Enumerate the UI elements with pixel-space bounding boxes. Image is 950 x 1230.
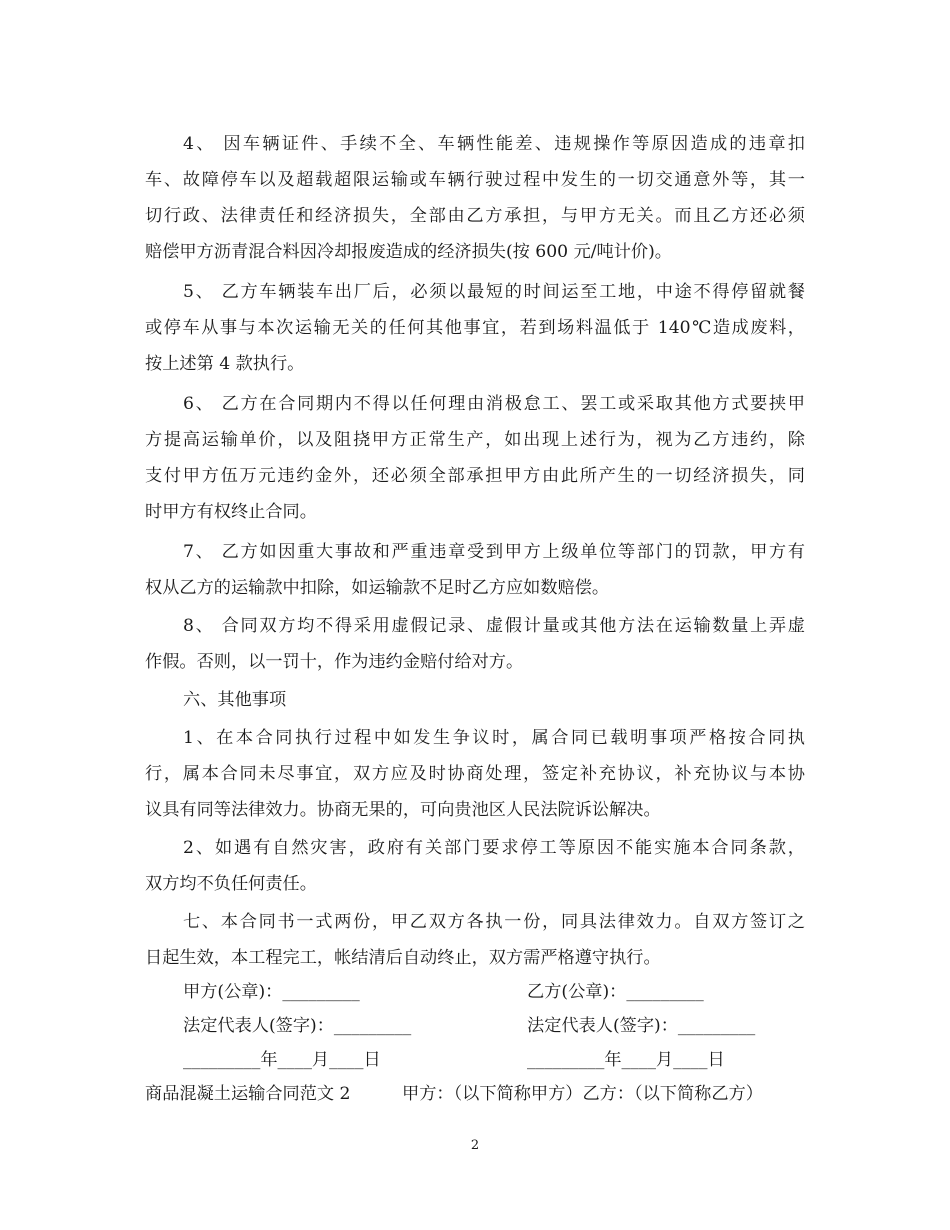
- text-line: 2、如遇有自然灾害，政府有关部门要求停工等原因不能实施本合同条款，: [183, 838, 805, 858]
- party-a-seal: 甲方(公章)：_________: [183, 982, 360, 1002]
- text-line: 车、故障停车以及超载超限运输或车辆行驶过程中发生的一切交通意外等，其一: [145, 170, 805, 190]
- text-line: 权从乙方的运输款中扣除，如运输款不足时乙方应如数赔偿。: [145, 578, 610, 598]
- text-line: 1、在本合同执行过程中如发生争议时，属合同已载明事项严格按合同执: [183, 728, 805, 748]
- text-line: 支付甲方伍万元违约金外，还必须全部承担甲方由此所产生的一切经济损失，同: [145, 466, 805, 486]
- text-line: 议具有同等法律效力。协商无果的，可向贵池区人民法院诉讼解决。: [145, 800, 661, 820]
- text-line: 6、 乙方在合同期内不得以任何理由消极怠工、罢工或采取其他方式要挟甲: [183, 394, 805, 414]
- text-line: 7、 乙方如因重大事故和严重违章受到甲方上级单位等部门的罚款，甲方有: [183, 542, 805, 562]
- next-document-title: 商品混凝土运输合同范文 2: [145, 1084, 351, 1104]
- section-heading: 六、其他事项: [183, 690, 287, 710]
- text-line: 双方均不负任何责任。: [145, 874, 317, 894]
- text-line: 8、 合同双方均不得采用虚假记录、虚假计量或其他方法在运输数量上弄虚: [183, 616, 805, 636]
- party-a-date: _________年____月____日: [183, 1050, 381, 1070]
- party-a-representative: 法定代表人(签字)：_________: [183, 1016, 412, 1036]
- text-line: 日起生效，本工程完工，帐结清后自动终止，双方需严格遵守执行。: [145, 948, 661, 968]
- text-line: 按上述第 4 款执行。: [145, 354, 305, 374]
- next-document-parties: 甲方：（以下简称甲方）乙方：（以下简称乙方）: [402, 1084, 763, 1104]
- text-line: 切行政、法律责任和经济损失，全部由乙方承担，与甲方无关。而且乙方还必须: [145, 206, 805, 226]
- text-line: 作假。否则，以一罚十，作为违约金赔付给对方。: [145, 652, 524, 672]
- text-line: 或停车从事与本次运输无关的任何其他事宜，若到场料温低于 140℃造成废料，: [145, 318, 805, 338]
- party-b-representative: 法定代表人(签字)：_________: [527, 1016, 756, 1036]
- text-line: 4、 因车辆证件、手续不全、车辆性能差、违规操作等原因造成的违章扣: [183, 134, 805, 154]
- text-line: 方提高运输单价，以及阻挠甲方正常生产，如出现上述行为，视为乙方违约，除: [145, 430, 805, 450]
- text-line: 时甲方有权终止合同。: [145, 502, 317, 522]
- text-line: 七、本合同书一式两份，甲乙双方各执一份，同具法律效力。自双方签订之: [183, 912, 805, 932]
- page-number: 2: [470, 1138, 480, 1153]
- party-b-date: _________年____月____日: [527, 1050, 725, 1070]
- party-b-seal: 乙方(公章)：_________: [527, 982, 704, 1002]
- text-line: 赔偿甲方沥青混合料因冷却报废造成的经济损失(按 600 元/吨计价)。: [145, 242, 672, 262]
- text-line: 5、 乙方车辆装车出厂后，必须以最短的时间运至工地，中途不得停留就餐: [183, 282, 805, 302]
- text-line: 行，属本合同未尽事宜，双方应及时协商处理，签定补充协议，补充协议与本协: [145, 764, 805, 784]
